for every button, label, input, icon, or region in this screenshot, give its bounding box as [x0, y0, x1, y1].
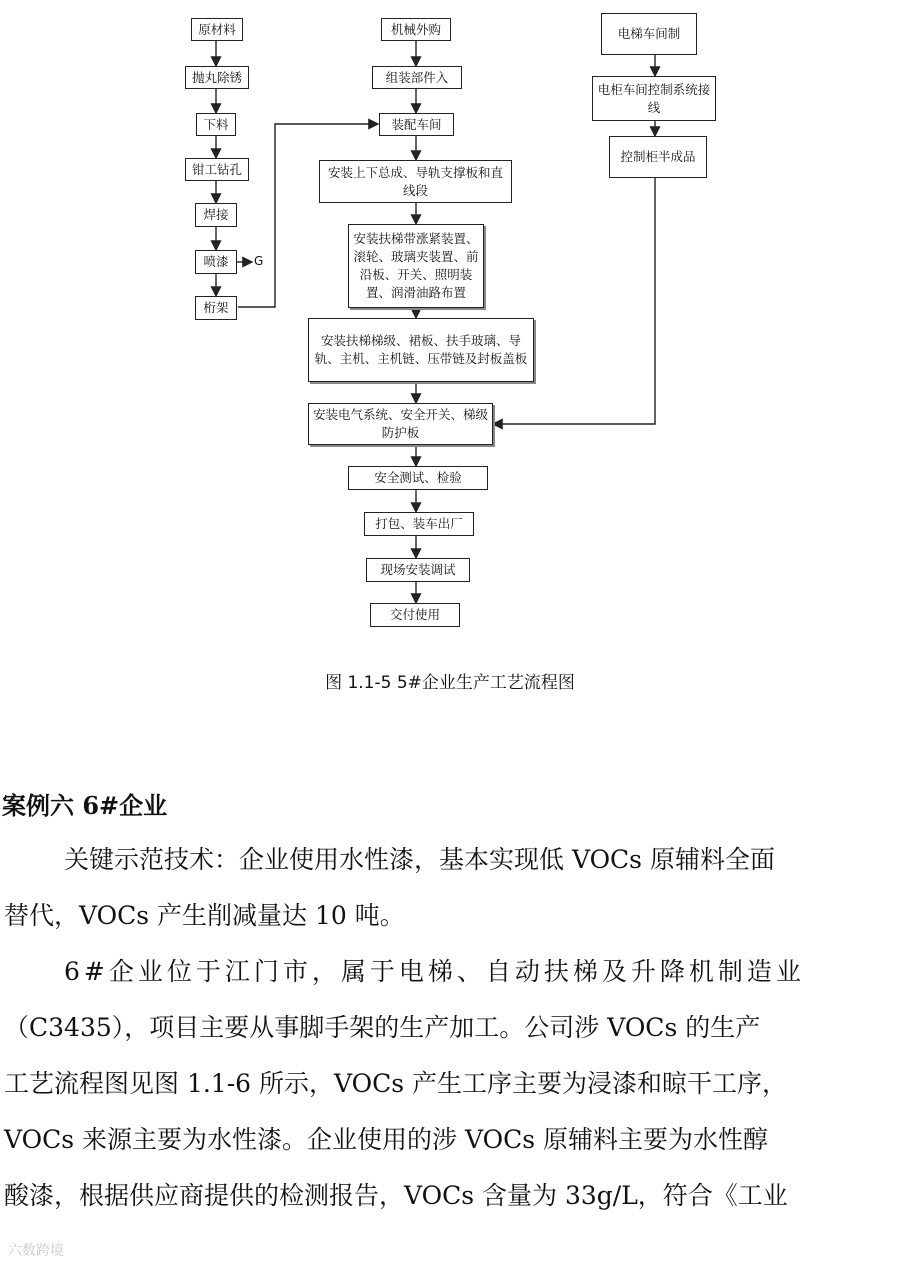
flow-box-install-step1: 安装上下总成、导轨支撑板和直线段: [319, 160, 512, 203]
flow-box-install-step4: 安装电气系统、安全开关、梯级防护板: [308, 403, 493, 445]
paragraph-line: 6#企业位于江门市，属于电梯、自动扶梯及升降机制造业: [64, 957, 805, 986]
paragraph-line: 工艺流程图见图 1.1-6 所示，VOCs 产生工序主要为浸漆和晾干工序，: [4, 1069, 788, 1098]
flow-box-drilling: 钳工钻孔: [185, 158, 249, 181]
section-heading: 案例六 6#企业: [2, 791, 168, 820]
flow-box-install-step2: 安装扶梯带涨紧装置、滚轮、玻璃夹装置、前沿板、开关、照明装置、润滑油路布置: [348, 224, 484, 308]
paragraph-line: VOCs 来源主要为水性漆。企业使用的涉 VOCs 原辅料主要为水性醇: [4, 1125, 768, 1154]
flow-box-control-wiring: 电柜车间控制系统接线: [592, 76, 716, 121]
flow-box-assembly-workshop: 装配车间: [379, 113, 454, 136]
flow-box-safety-test: 安全测试、检验: [348, 466, 488, 490]
flow-box-shot-blasting: 抛丸除锈: [185, 66, 249, 89]
paragraph-line: （C3435），项目主要从事脚手架的生产加工。公司涉 VOCs 的生产: [4, 1013, 761, 1042]
flow-box-purchase: 机械外购: [381, 18, 451, 41]
flow-box-onsite-install: 现场安装调试: [366, 558, 470, 582]
paragraph-line: 关键示范技术：企业使用水性漆，基本实现低 VOCs 原辅料全面: [64, 845, 775, 874]
paragraph-line: 酸漆，根据供应商提供的检测报告，VOCs 含量为 33g/L，符合《工业: [4, 1181, 788, 1210]
flow-box-cabinet-semi: 控制柜半成品: [609, 136, 707, 178]
flow-box-components-in: 组装部件入: [372, 66, 462, 89]
flow-box-delivery: 交付使用: [370, 603, 460, 627]
paragraph-key-tech: [4, 832, 900, 944]
figure-caption: 图 1.1-5 5#企业生产工艺流程图: [325, 673, 575, 693]
flow-box-raw-material: 原材料: [191, 18, 243, 41]
watermark: 六数跨境: [8, 1243, 64, 1259]
flow-box-packing: 打包、装车出厂: [364, 512, 474, 536]
flow-box-truss: 桁架: [195, 296, 237, 320]
paragraph-company-intro: [4, 944, 900, 1224]
paragraph-line: 替代，VOCs 产生削减量达 10 吨。: [4, 901, 405, 930]
flow-box-welding: 焊接: [195, 203, 237, 227]
flow-box-painting: 喷漆: [195, 250, 237, 274]
flow-label-g: G: [254, 254, 264, 268]
flow-box-elevator-workshop: 电梯车间制: [601, 13, 697, 55]
flow-box-install-step3: 安装扶梯梯级、裙板、扶手玻璃、导轨、主机、主机链、压带链及封板盖板: [308, 318, 534, 382]
flow-box-cutting: 下料: [196, 113, 236, 136]
